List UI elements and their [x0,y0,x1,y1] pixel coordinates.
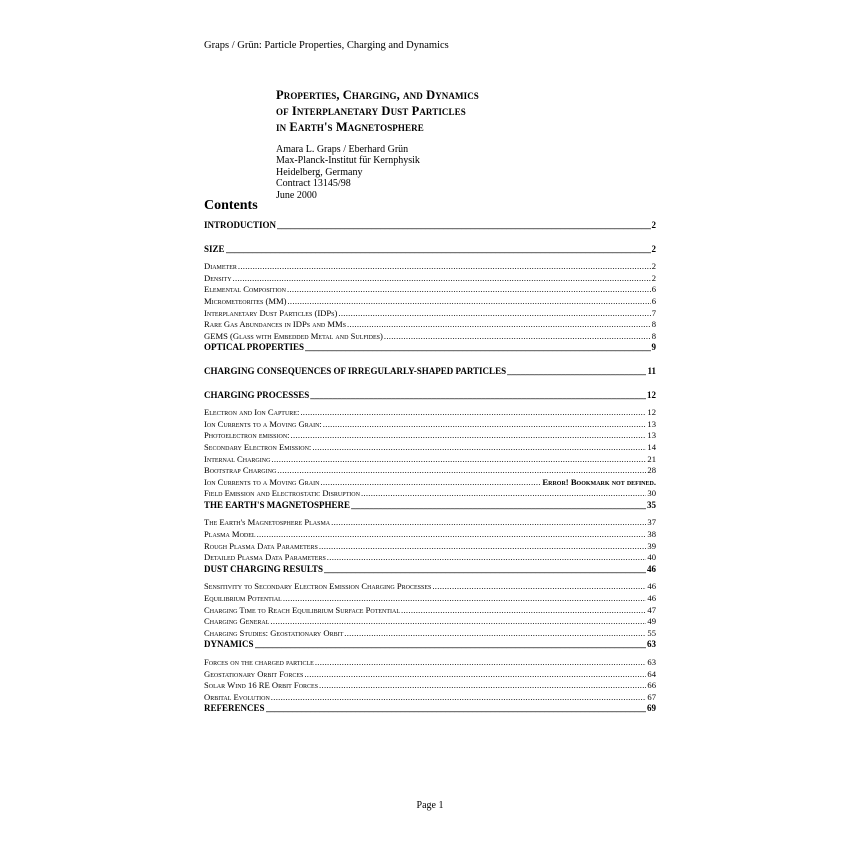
toc-entry-page: 12 [647,389,656,400]
toc-leader [255,639,647,651]
toc-leader [327,552,647,564]
toc-subsection-entry[interactable] [204,616,656,628]
running-header: Graps / Grün: Particle Properties, Charging and Dynamics [204,40,449,51]
toc-entry-title: Solar Wind 16 RE Orbit Forces [204,680,319,691]
toc-leader [310,390,646,402]
toc-entry-page: 63 [647,657,656,667]
toc-entry-title: Detailed Plasma Data Parameters [204,552,326,563]
toc-entry-title: REFERENCES [204,703,265,714]
toc-leader [226,244,651,256]
toc-leader [320,477,541,489]
toc-entry-page: 8 [651,319,656,330]
toc-leader [287,284,651,296]
toc-entry-title: Bootstrap Charging [204,465,277,476]
toc-subsection-entry[interactable] [204,454,656,466]
toc-leader [304,669,646,681]
toc-subsection-entry[interactable] [204,692,656,704]
toc-entry-title: Charging Studies: Geostationary Orbit [204,627,344,638]
toc-leader [324,564,646,576]
toc-entry-page: 2 [651,272,656,283]
toc-entry-page: 8 [651,330,656,341]
toc-entry-page: 2 [651,261,656,272]
toc-leader [361,488,646,500]
toc-leader [384,331,651,343]
toc-entry-title: Equilibrium Potential [204,593,282,604]
title-line-2: of Interplanetary Dust Particles [276,104,466,118]
contract-number: Contract 13145/98 [276,178,351,190]
toc-subsection-entry[interactable] [204,284,656,296]
toc-subsection-entry[interactable] [204,657,656,669]
toc-subsection-entry[interactable] [204,442,656,454]
toc-entry-title: DUST CHARGING RESULTS [204,563,324,574]
toc-section-entry[interactable] [204,244,656,256]
toc-leader [270,616,646,628]
toc-entry-title: Photoelectron emission: [204,430,290,441]
title-line-1: Properties, Charging, and Dynamics [276,88,479,102]
toc-entry-page: 37 [647,517,656,528]
toc-entry-page: 30 [647,488,656,499]
toc-entry-title: GEMS (Glass with Embedded Metal and Sulfides) [204,330,383,341]
toc-leader [266,703,646,715]
toc-subsection-entry[interactable] [204,529,656,541]
toc-leader [315,657,647,669]
author-names: Amara L. Graps / Eberhard Grün [276,144,409,155]
toc-entry-title: DYNAMICS [204,639,254,650]
toc-entry-title: Forces on the charged particle [204,657,314,667]
toc-entry-title: Rough Plasma Data Parameters [204,540,318,551]
toc-entry-page: 11 [647,365,656,376]
toc-leader [277,220,650,232]
toc-leader [347,319,651,331]
toc-leader [319,541,647,553]
toc-entry-page: 69 [647,703,656,714]
toc-entry-page: 63 [647,639,656,650]
toc-subsection-entry[interactable] [204,319,656,331]
toc-entry-page: 55 [647,627,656,638]
toc-entry-page: 2 [651,220,656,230]
toc-leader [283,593,647,605]
toc-entry-title: SIZE [204,243,225,254]
toc-entry-title: Diameter [204,261,237,272]
toc-leader [344,628,646,640]
toc-entry-title: Orbital Evolution [204,691,270,702]
toc-leader [277,465,646,477]
toc-leader [257,529,647,541]
toc-entry-page: Error! Bookmark not defined. [542,476,656,487]
toc-entry-page: 66 [647,680,656,691]
toc-leader [351,500,646,512]
toc-leader [300,407,646,419]
toc-subsection-entry[interactable] [204,581,656,593]
title-line-3: in Earth's Magnetosphere [276,120,424,134]
toc-spacer [204,232,656,244]
table-of-contents [204,220,656,715]
toc-spacer [204,378,656,390]
toc-entry-page: 13 [647,418,656,429]
toc-entry-title: Secondary Electron Emission: [204,441,312,452]
toc-entry-page: 47 [647,604,656,615]
toc-entry-title: Electron and Ion Capture: [204,407,300,418]
toc-entry-page: 9 [651,342,656,353]
toc-subsection-entry[interactable] [204,273,656,285]
toc-subsection-entry[interactable] [204,477,656,489]
toc-entry-title: Ion Currents to a Moving Grain: [204,418,322,429]
toc-entry-page: 49 [647,616,656,627]
page-number: Page 1 [416,800,444,811]
toc-subsection-entry[interactable] [204,605,656,617]
toc-entry-title: The Earth's Magnetosphere Plasma [204,517,331,528]
toc-subsection-entry[interactable] [204,419,656,431]
toc-section-entry[interactable] [204,564,656,576]
toc-subsection-entry[interactable] [204,593,656,605]
toc-entry-title: CHARGING CONSEQUENCES OF IRREGULARLY-SHAPED PARTICLES [204,365,507,376]
toc-entry-page: 39 [647,540,656,551]
toc-entry-page: 38 [647,529,656,540]
toc-leader [305,342,651,354]
toc-entry-title: Interplanetary Dust Particles (IDPs) [204,307,338,318]
author-institute: Max-Planck-Institut für Kernphysik [276,155,420,167]
toc-entry-page: 6 [651,284,656,295]
toc-subsection-entry[interactable] [204,628,656,640]
toc-section-entry[interactable] [204,390,656,402]
toc-entry-title: CHARGING PROCESSES [204,389,310,400]
toc-leader [291,430,647,442]
toc-entry-title: Ion Currents to a Moving Grain [204,476,320,487]
toc-leader [401,605,646,617]
toc-entry-title: Sensitivity to Secondary Electron Emission Charging Processes [204,581,432,592]
toc-leader [238,261,651,273]
toc-subsection-entry[interactable] [204,296,656,308]
document-title [276,87,479,135]
toc-subsection-entry[interactable] [204,680,656,692]
toc-leader [287,296,650,308]
toc-entry-page: 40 [647,552,656,563]
toc-leader [312,442,646,454]
toc-entry-page: 13 [647,430,656,441]
toc-subsection-entry[interactable] [204,541,656,553]
toc-leader [338,308,650,320]
toc-section-entry[interactable] [204,366,656,378]
toc-subsection-entry[interactable] [204,407,656,419]
toc-leader [271,454,646,466]
toc-section-entry[interactable] [204,500,656,512]
toc-entry-page: 7 [651,307,656,318]
toc-entry-page: 6 [651,295,656,306]
toc-section-entry[interactable] [204,220,656,232]
toc-section-entry[interactable] [204,639,656,651]
toc-subsection-entry[interactable] [204,430,656,442]
toc-entry-title: Elemental Composition [204,284,286,295]
toc-entry-page: 64 [647,668,656,679]
toc-entry-title: Density [204,272,232,283]
toc-subsection-entry[interactable] [204,552,656,564]
toc-entry-page: 14 [647,441,656,452]
toc-entry-title: THE EARTH'S MAGNETOSPHERE [204,499,351,510]
toc-subsection-entry[interactable] [204,488,656,500]
toc-entry-page: 12 [647,407,656,418]
toc-entry-title: OPTICAL PROPERTIES [204,342,304,353]
toc-entry-page: 46 [647,581,656,592]
toc-entry-title: INTRODUCTION [204,220,277,230]
toc-leader [271,692,647,704]
toc-entry-title: Micrometeorites (MM) [204,295,287,306]
toc-entry-page: 35 [647,499,656,510]
toc-subsection-entry[interactable] [204,261,656,273]
toc-entry-title: Rare Gas Abundances in IDPs and MMs [204,319,347,330]
toc-leader [432,581,646,593]
toc-leader [233,273,651,285]
toc-subsection-entry[interactable] [204,331,656,343]
toc-leader [507,366,646,378]
toc-leader [319,680,646,692]
toc-subsection-entry[interactable] [204,308,656,320]
toc-entry-title: Charging General [204,616,270,627]
toc-entry-page: 2 [651,243,656,254]
toc-subsection-entry[interactable] [204,669,656,681]
toc-entry-page: 46 [647,563,656,574]
toc-entry-page: 21 [647,453,656,464]
toc-leader [323,419,647,431]
toc-entry-page: 67 [647,691,656,702]
author-location: Heidelberg, Germany [276,166,363,178]
toc-leader [331,517,646,529]
toc-entry-title: Internal Charging [204,453,271,464]
toc-entry-title: Charging Time to Reach Equilibrium Surface Potential [204,604,401,615]
toc-entry-title: Field Emission and Electrostatic Disruption [204,488,360,499]
toc-entry-page: 46 [647,593,656,604]
contents-heading: Contents [204,198,258,213]
toc-subsection-entry[interactable] [204,465,656,477]
toc-entry-title: Geostationary Orbit Forces [204,668,304,679]
toc-section-entry[interactable] [204,703,656,715]
toc-spacer [204,354,656,366]
toc-entry-title: Plasma Model [204,529,256,540]
toc-entry-page: 28 [647,465,656,476]
toc-section-entry[interactable] [204,342,656,354]
publication-date: June 2000 [276,189,317,201]
author-block [276,144,420,201]
toc-subsection-entry[interactable] [204,517,656,529]
